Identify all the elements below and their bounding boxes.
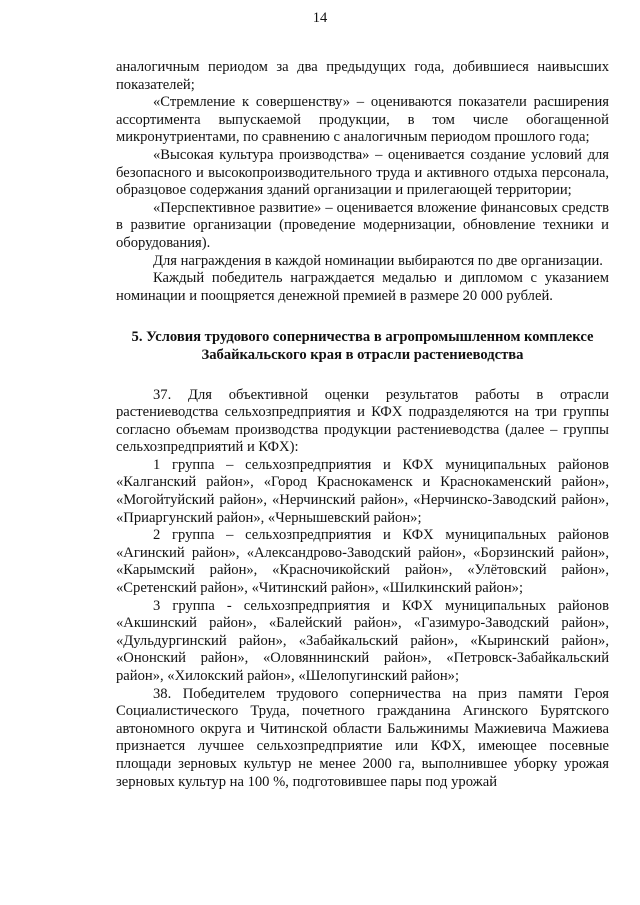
page-number: 14: [312, 10, 328, 26]
paragraph-group-1: 1 группа – сельхозпредприятия и КФХ муниципальных районов «Калганский район», «Город Краснокаменск и Краснокаменский район», «Могойтуйский район», «Нерчинский район», «Нерчинско-Заводский район», «Приаргунский район», «Чернышевский район»;: [116, 456, 609, 526]
paragraph-award-selection: Для награждения в каждой номинации выбираются по две организации.: [153, 252, 603, 269]
paragraph-nomination-development: «Перспективное развитие» – оценивается вложение финансовых средств в развитие организации (проведение модернизации, обновление техники и оборудования).: [116, 199, 609, 251]
paragraph-award-prize: Каждый победитель награждается медалью и дипломом с указанием номинации и поощряется денежной премией в размере 20 000 рублей.: [116, 270, 609, 304]
paragraph-nomination-production-culture: «Высокая культура производства» – оценивается создание условий для безопасного и высокопроизводительного труда и активного отдыха персонала, образцовое содержания зданий организации и прилегающей территории;: [116, 146, 609, 199]
paragraph-group-3: 3 группа - сельхозпредприятия и КФХ муниципальных районов «Акшинский район», «Балейский район», «Газимуро-Заводский район», «Дульдургинский район», «Забайкальский район», «Кыринский район», «Ононский район», «Оловяннинский район», «Петровск-Забайкальский район», «Хилокский район», «Шелопугинский район»;: [116, 597, 609, 684]
page-body: [116, 59, 609, 791]
section-heading: [116, 329, 609, 364]
paragraph-clause-37: 37. Для объективной оценки результатов работы в отрасли растениеводства сельхозпредприятия и КФХ подразделяются на три группы согласно объемам производства продукции растениеводства (далее – группы сельхозпредприятий и КФХ):: [116, 386, 609, 456]
paragraph-group-2: 2 группа – сельхозпредприятия и КФХ муниципальных районов «Агинский район», «Александрово-Заводский район», «Борзинский район», «Карымский район», «Красночикойский район», «Улётовский район», «Сретенский район», «Читинский район», «Шилкинский район»;: [116, 527, 609, 597]
paragraph-nomination-excellence: «Стремление к совершенству» – оцениваются показатели расширения ассортимента выпускаемой продукции, в том числе обогащенной микронутриентами, по сравнению с аналогичным периодом прошлого года;: [116, 94, 609, 146]
section-heading-line-2: Забайкальского края в отрасли растениеводства: [201, 346, 524, 363]
paragraph-clause-38: 38. Победителем трудового соперничества на приз памяти Героя Социалистического Труда, почетного гражданина Агинского Бурятского автономного округа и Читинской области Бальжинимы Мажиевича Мажиева признается лучшее сельхозпредприятие или КФХ, имеющее посевные площади зерновых культур не менее 2000 га, выполнившее уборку урожая зерновых культур на 100 %, подготовившее пары под урожай: [116, 685, 609, 790]
paragraph-continuation: аналогичным периодом за два предыдущих года, добившиеся наивысших показателей;: [116, 59, 609, 93]
section-heading-line-1: 5. Условия трудового соперничества в агропромышленном комплексе: [131, 329, 594, 346]
